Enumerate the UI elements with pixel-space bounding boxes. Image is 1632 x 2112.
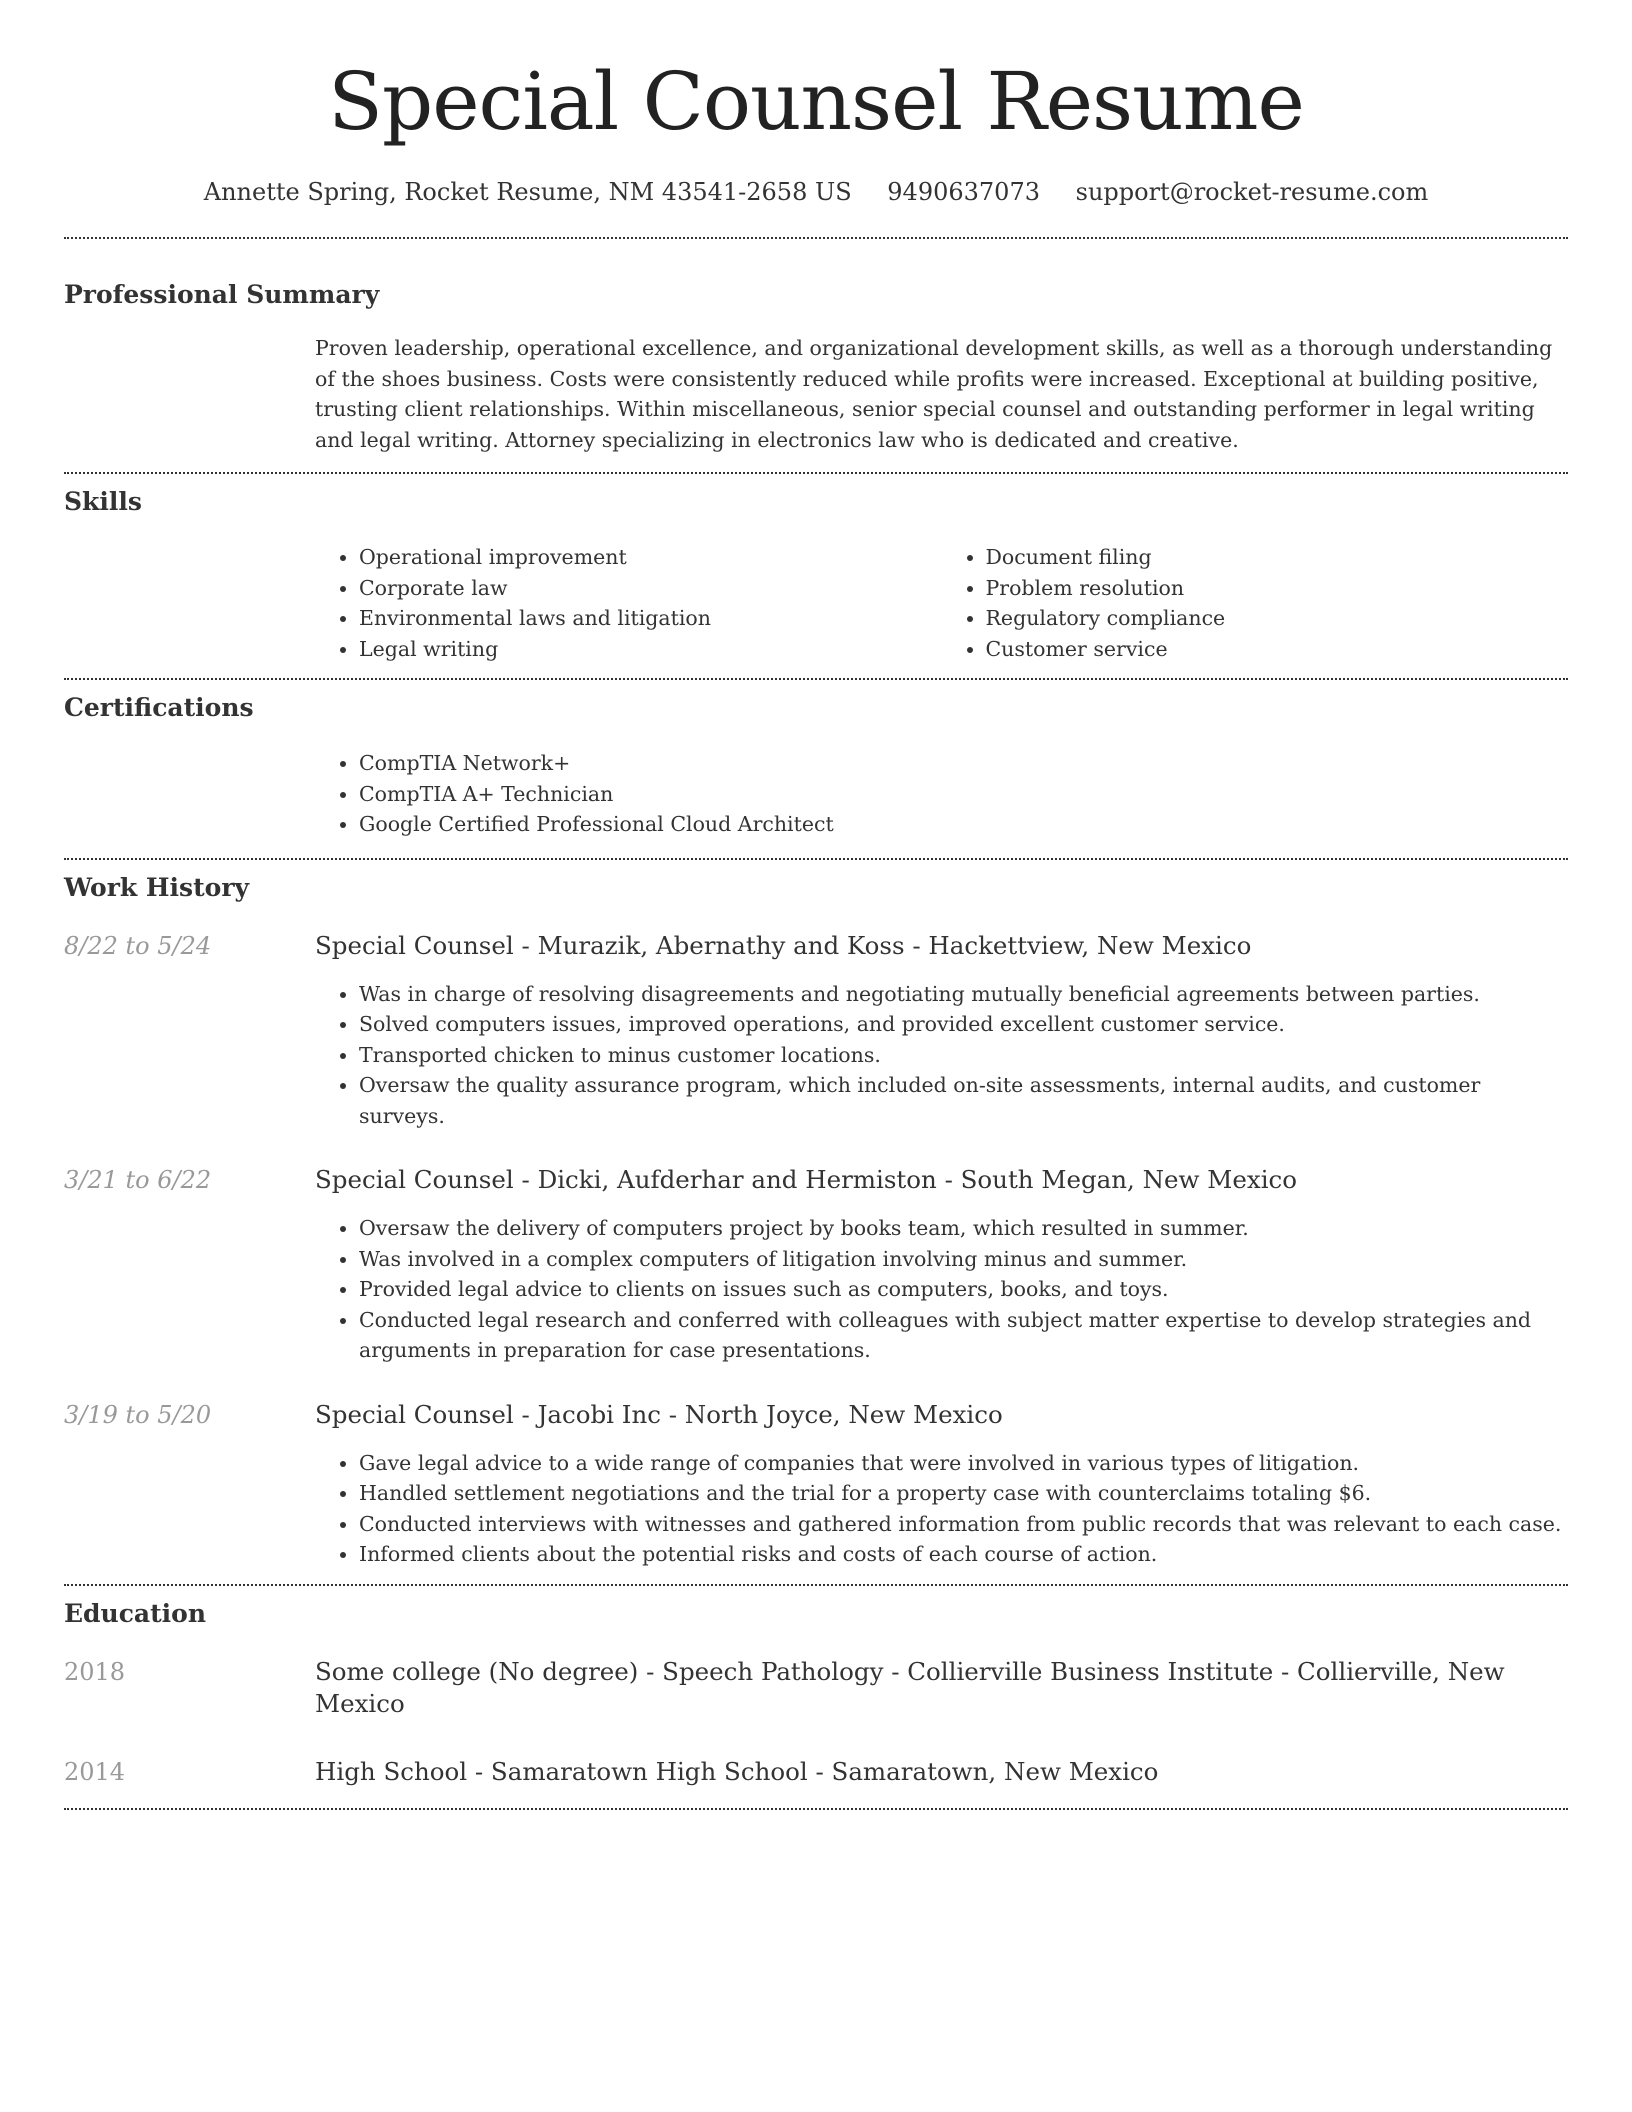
contact-line [64,176,1568,208]
summary-section [64,239,1568,455]
skill-item: • Problem resolution [986,573,1569,604]
job-bullet: • Oversaw the delivery of computers project by books team, which resulted in summer. [359,1213,1568,1244]
work-section [64,860,1568,1570]
skill-item: • Environmental laws and litigation [359,603,942,634]
education-entry [64,1656,1568,1720]
job-bullet: • Informed clients about the potential risks and costs of each course of action. [359,1539,1568,1570]
skills-heading: Skills [64,487,142,516]
resume-title: Special Counsel Resume [328,55,1304,148]
skill-item: • Operational improvement [359,542,942,573]
job-title: Special Counsel - Murazik, Abernathy and Koss - Hackettview, New Mexico [315,930,1252,960]
certification-item: • Google Certified Professional Cloud Architect [359,809,1568,840]
job-dates: 3/19 to 5/20 [64,1400,212,1429]
job-bullet: • Oversaw the quality assurance program, which included on-site assessments, internal audits, and customer surveys. [359,1070,1568,1131]
job-bullet: • Was in charge of resolving disagreements and negotiating mutually beneficial agreements between parties. [359,979,1568,1010]
job-title: Special Counsel - Dicki, Aufderhar and Hermiston - South Megan, New Mexico [315,1165,1298,1194]
summary-heading: Professional Summary [64,280,380,309]
job-title: Special Counsel - Jacobi Inc - North Joyce, New Mexico [315,1399,1003,1429]
skill-item: • Legal writing [359,634,942,665]
skill-item: • Regulatory compliance [986,603,1569,634]
education-text: High School - Samaratown High School - Samaratown, New Mexico [315,1756,1159,1786]
skill-item: • Corporate law [359,573,942,604]
job-bullet: • Conducted interviews with witnesses and gathered information from public records that was relevant to each case. [359,1509,1568,1540]
job-entry [64,1399,1568,1570]
education-text: Some college (No degree) - Speech Pathology - Collierville Business Institute - Collierville, New Mexico [315,1656,1505,1718]
skill-item: • Customer service [986,634,1569,665]
certifications-heading: Certifications [64,693,254,722]
contact-email: support@rocket-resume.com [1075,178,1429,206]
contact-address: Annette Spring, Rocket Resume, NM 43541-2658 US [203,178,852,206]
certification-item: • CompTIA Network+ [359,748,1568,779]
work-heading: Work History [64,872,250,902]
certifications-section [64,680,1568,840]
job-bullet: • Conducted legal research and conferred with colleagues with subject matter expertise to develop strategies and arguments in preparation for case presentations. [359,1305,1568,1366]
education-year: 2018 [64,1657,126,1686]
job-bullet: • Solved computers issues, improved operations, and provided excellent customer service. [359,1009,1568,1040]
certifications-list [315,748,1568,840]
job-bullets [315,1213,1568,1366]
education-year: 2014 [64,1757,126,1786]
skills-section [64,474,1568,664]
summary-text: Proven leadership, operational excellence, and organizational development skills, as well as a thorough understanding of the shoes business. Costs were consistently reduced while profits were increased. Exceptional at building positive, trusting client relationships. Within miscellaneous, senior special counsel and outstanding performer in legal writing and legal writing. Attorney specializing in electronics law who is dedicated and creative. [315,336,1553,452]
certification-item: • CompTIA A+ Technician [359,779,1568,810]
education-entry [64,1756,1568,1788]
job-bullet: • Handled settlement negotiations and the trial for a property case with counterclaims totaling $6. [359,1478,1568,1509]
contact-phone: 9490637073 [887,178,1040,206]
job-dates: 8/22 to 5/24 [64,931,212,960]
skills-list-right [942,542,1569,664]
skills-list-left [315,542,942,664]
job-entry [64,1164,1568,1366]
divider [64,1808,1568,1810]
job-bullet: • Was involved in a complex computers of litigation involving minus and summer. [359,1244,1568,1275]
job-bullets [315,979,1568,1132]
skills-grid [315,542,1568,664]
job-bullets [315,1448,1568,1570]
job-bullet: • Provided legal advice to clients on issues such as computers, books, and toys. [359,1274,1568,1305]
education-section [64,1586,1568,1788]
job-bullet: • Transported chicken to minus customer locations. [359,1040,1568,1071]
education-heading: Education [64,1598,207,1628]
skill-item: • Document filing [986,542,1569,573]
job-bullet: • Gave legal advice to a wide range of companies that were involved in various types of litigation. [359,1448,1568,1479]
job-dates: 3/21 to 6/22 [64,1166,212,1194]
job-entry [64,930,1568,1132]
